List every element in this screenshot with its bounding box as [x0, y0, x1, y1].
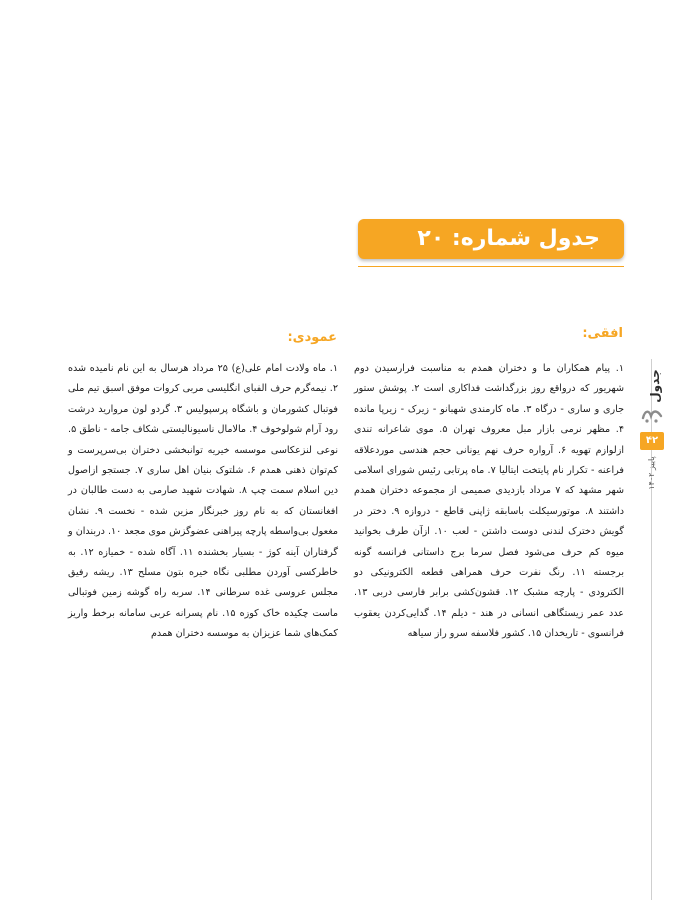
vertical-clues: ۱. ماه ولادت امام علی(ع) ۲۵ مرداد هرسال به این نام نامیده شده ۲. نیمه‌گرم حرف الفبای انگلیسی مربی کروات موفق اسبق تیم ملی فوتبال کشورمان و باشگاه پرسپولیس ۳. گردو لون مروارید درشت رود آرام شولوخوف ۴. مالامال ناسیونالیستی شکاف جامه - ناطق ۵. نوعی لنزعکاسی موسسه خیریه توانبخشی دختران بی‌سرپرست و کم‌توان ذهنی همدم ۶. شلتوک بنیان اهل ساری ۷. جستجو ازاصول دین اسلام سمت چپ ۸. شهادت شهید صارمی به دست طالبان در افغانستان که به نام روز خبرنگار مزین شده - نخست ۹. نشان مغعول بی‌واسطه پارچه پیراهنی عضوگزش موی مجعد ۱۰. دربندان و گرفتاران آینه کوژ - بسیار بخشنده ۱۱. آگاه شده - خمیازه ۱۲. به خاطرکسی آوردن مطلبی نگاه خیره بتون مسلح ۱۳. ریشه رفیق مجلس عروسی غده سرطانی ۱۴. سربه راه گوشه زمین فوتبالی ماست چکیده خاک کوزه ۱۵. نام پسرانه عربی سامانه برخط واریز کمک‌های شما عزیزان به موسسه دختران همدم: [68, 363, 339, 640]
horizontal-clues: ۱. پیام همکاران ما و دختران همدم به مناسبت فرارسیدن دوم شهریور که درواقع روز بزرگداشت فداکاری است ۲. پوشش ستور جاری و ساری - درگاه ۳. ماه کارمندی شهبانو - زیرک - زیرپا مانده ۴. مظهر نرمی بازار مبل معروف تهران ۵. موی شاعرانه تندی ازلوازم تهویه ۶. آرواره حرف نهم یونانی حجم هندسی موردعلاقه فراعنه - تکرار نام پایتخت ایتالیا ۷. ماه پرتابی رئیس شورای اسلامی شهر مشهد که ۷ مرداد بازدیدی صمیمی از مجموعه دختران همدم داشتند ۸. موتورسیکلت باسابقه ژاپنی قاطع - دروازه ۹. دختر در گویش دخترک لندنی دوست داشتن - لعب ۱۰. ازآن طرف بخوانید میوه کم حرف می‌شود فصل سرما برج داستانی فرانسه گونه برجسته ۱۱. رنگ نفرت حرف همراهی قطعه الکترونیکی دو الکترودی - پارچه مشبک ۱۲. قشون‌کشی برابر فارسی دربی ۱۳. عدد عمر زیستگاهی انسانی در هند - دیلم ۱۴. گدایی‌کردن یعقوب فرانسوی - تاریخدان ۱۵. کشور فلاسفه سرو راز سیاهه: [354, 363, 625, 640]
horizontal-heading: افقی:: [582, 326, 623, 341]
title-banner: [358, 219, 624, 259]
issue-label: پاییز ۱۴۰۲: [647, 456, 656, 490]
page-title: جدول شماره: ۲۰: [417, 226, 600, 251]
hamdam-logo-icon: [641, 406, 663, 424]
page-number: ۴۲: [640, 432, 664, 450]
sidebar-section-label: جدول: [648, 369, 662, 403]
vertical-heading: عمودی:: [287, 330, 337, 345]
title-underline: [358, 266, 624, 267]
